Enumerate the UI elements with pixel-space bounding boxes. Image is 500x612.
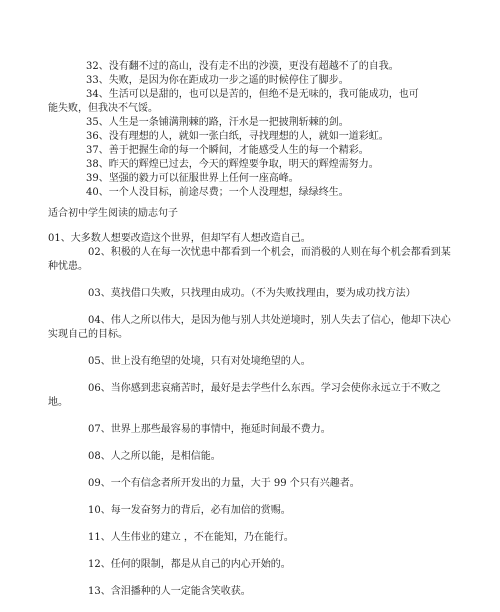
list-item: 39、坚强的毅力可以征服世界上任何一座高峰。 [86,173,299,184]
quote-list-continued [48,60,426,200]
list-item: 05、世上没有绝望的处境，只有对处境绝望的人。 [88,356,311,367]
quote-list-junior-high [48,232,458,612]
list-item: 12、任何的限制，都是从自己的内心开始的。 [88,559,291,570]
list-item: 32、没有翻不过的高山，没有走不出的沙漠，更没有超越不了的自我。 [86,61,399,72]
list-item: 04、伟人之所以伟大，是因为他与别人共处逆境时，别人失去了信心，他却下决心实现自己的目标。 [48,315,451,340]
list-item: 37、善于把握生命的每一个瞬间，才能感受人生的每一个精彩。 [86,145,369,156]
list-item: 40、一个人没目标，前途尽费；一个人没理想，绿绿终生。 [86,187,349,198]
list-item: 34、生活可以是甜的，也可以是苦的，但绝不是无味的，我可能成功，也可能失败，但我决不气馁。 [48,89,419,114]
list-item: 01、大多数人想要改造这个世界，但却罕有人想改造自己。 [48,233,311,244]
list-item: 09、一个有信念者所开发出的力量，大于 99 个只有兴趣者。 [88,478,360,489]
section-title: 适合初中学生阅读的励志句子 [48,208,178,219]
list-item: 06、当你感到悲哀痛苦时，最好是去学些什么东西。学习会使你永远立于不败之地。 [48,383,441,408]
list-item: 02、积极的人在每一次忧患中都看到一个机会，而消极的人则在每个机会都看到某种忧患。 [48,247,451,272]
list-item: 07、世界上那些最容易的事情中，拖延时间最不费力。 [88,424,331,435]
list-item: 08、人之所以能，是相信能。 [88,451,221,462]
list-item: 03、莫找借口失败，只找理由成功。（不为失败找理由，要为成功找方法） [88,288,416,299]
list-item: 10、每一发奋努力的背后，必有加倍的赏赐。 [88,505,291,516]
list-item: 33、失败，是因为你在距成功一步之遥的时候停住了脚步。 [86,75,349,86]
list-item: 11、人生伟业的建立 ，不在能知，乃在能行。 [88,532,294,543]
list-item: 38、昨天的辉煌已过去，今天的辉煌要争取，明天的辉煌需努力。 [86,159,379,170]
list-item: 36、没有理想的人，就如一张白纸，寻找理想的人，就如一道彩虹。 [86,131,389,142]
list-item: 13、含泪播种的人一定能含笑收获。 [88,586,251,597]
list-item: 35、人生是一条铺满荆棘的路，汗水是一把披荆斩棘的剑。 [86,117,349,128]
